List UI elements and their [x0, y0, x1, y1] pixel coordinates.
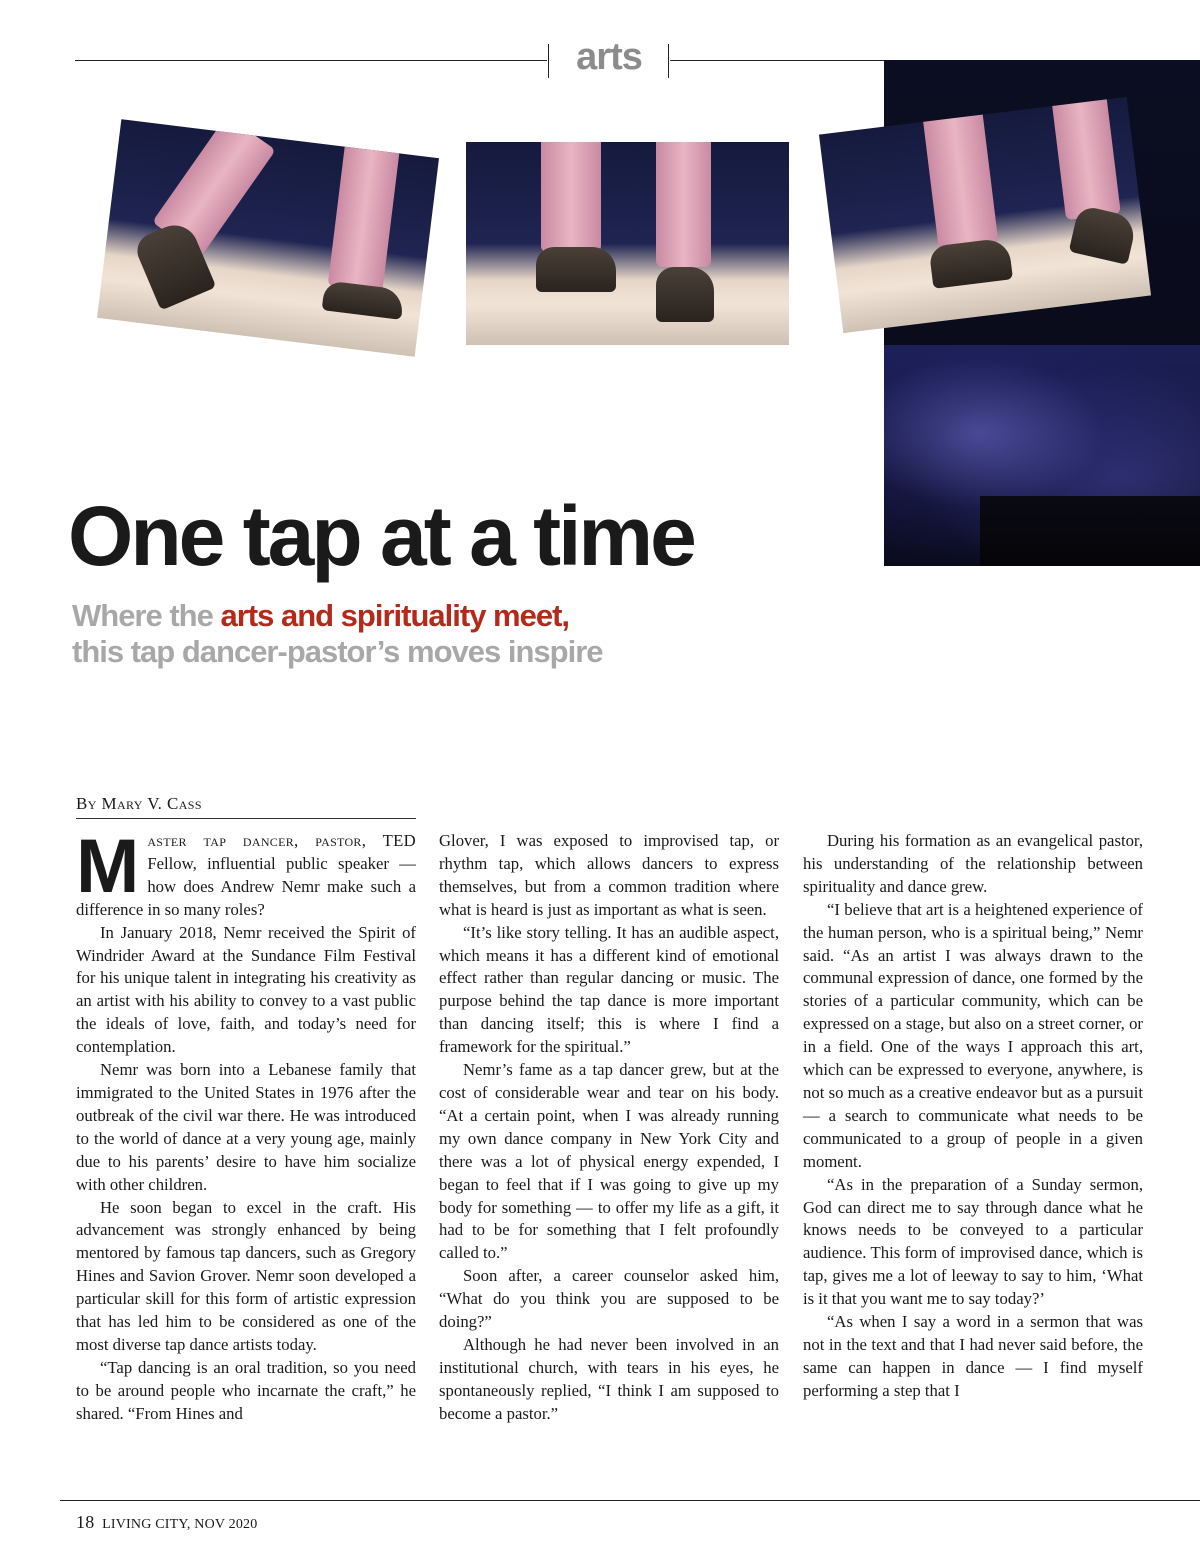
paragraph: Soon after, a career counselor asked him, “What do you think you are supposed to be doing?” [439, 1266, 779, 1332]
dancer-leg [1051, 97, 1121, 220]
paragraph: “I believe that art is a heightened experience of the human person, who is a spiritual being,” Nemr said. “As an artist I was always drawn to the communal expression of dance, one formed by the stories of a particular community, which can be expressed on a stage, but also on a street corner, or in a field. One of the ways I approach this art, which can be expressed to everyone, anywhere, is not so much as a creative endeavor but as a pursuit — a search to communicate what needs to be communicated to a group of people in a given moment. [803, 899, 1143, 1171]
tap-shoe [1069, 205, 1138, 265]
paragraph: “It’s like story telling. It has an audible aspect, which means it has a different kind of emotional effect rather than regular dancing or music. The purpose behind the tap dance is more important than dancing itself; this is where I find a framework for the spiritual.” [439, 922, 779, 1057]
paragraph: During his formation as an evangelical pastor, his understanding of the relationship between spirituality and dance grew. [803, 831, 1143, 896]
dancer-leg [541, 142, 601, 252]
deck-line-2: this tap dancer-pastor’s moves inspire [72, 634, 603, 669]
paragraph: Nemr was born into a Lebanese family that immigrated to the United States in 1976 after the outbreak of the civil war there. He was introduced to the world of dance at a very young age, mainly due to his parents’ desire to have him socialize with other children. [76, 1060, 416, 1194]
section-rule-right [670, 60, 884, 61]
byline-prefix: By [76, 794, 102, 813]
tap-shoe [322, 280, 405, 320]
dancer-leg [656, 142, 711, 267]
article-column-1 [76, 824, 416, 1426]
article-column-2 [439, 830, 779, 1426]
deck-accent: arts and spirituality meet, [220, 598, 570, 633]
section-rule-left [75, 60, 547, 61]
audience-photo [884, 345, 1200, 566]
publication-name: LIVING CITY, NOV 2020 [102, 1517, 258, 1532]
folio [76, 1512, 257, 1533]
paragraph: “As in the preparation of a Sunday sermon, God can direct me to say through dance what he knows needs to be conveyed to a particular audience. This form of improvised dance, which is tap, gives me a lot of leeway to say to him, ‘What is it that you want me to say today?’ [803, 1174, 1143, 1309]
article-column-3 [803, 830, 1143, 1403]
paragraph: He soon began to excel in the craft. His advancement was strongly enhanced by being mentored by famous tap dancers, such as Gregory Hines and Savion Grover. Nemr soon developed a particular skill for this form of artistic expression that has led him to be considered as one of the most diverse tap dance artists today. [76, 1197, 416, 1354]
byline [76, 794, 416, 819]
section-tick-right [668, 44, 669, 78]
paragraph: “As when I say a word in a sermon that was not in the text and that I had never said before, the same can happen in dance — I find myself performing a step that I [803, 1312, 1143, 1400]
stage-floor-shadow [980, 496, 1200, 566]
deck [72, 598, 603, 670]
section-label: arts [576, 36, 642, 78]
tap-shoe [656, 267, 714, 322]
dancer-leg [328, 137, 401, 293]
tap-shoe [536, 247, 616, 292]
paragraph: In January 2018, Nemr received the Spirit of Windrider Award at the Sundance Film Festival for his unique talent in integrating his creativity as an artist with his ability to convey to a vast public the ideals of love, faith, and today’s need for contemplation. [76, 922, 416, 1057]
lead-rest: Fellow, influential public speaker — how does Andrew Nemr make such a difference in so many roles? [76, 853, 416, 919]
headline: One tap at a time [68, 489, 694, 583]
paragraph: Nemr’s fame as a tap dancer grew, but at the cost of considerable wear and tear on his body. “At a certain point, when I was already running my own dance company in New York City and there was a lot of physical energy expended, I began to feel that if I was going to give up my body for something — to offer my life as a gift, it had to be for something that I felt profoundly called to.” [439, 1060, 779, 1263]
paragraph: Although he had never been involved in an institutional church, with tears in his eyes, he spontaneously replied, “I think I am supposed to become a pastor.” [439, 1334, 779, 1423]
paragraph: Glover, I was exposed to improvised tap, or rhythm tap, which allows dancers to express themselves, but from a common tradition where what is heard is just as important as what is seen. [439, 831, 779, 919]
byline-author: Mary V. Cass [101, 794, 202, 813]
footer-rule [60, 1500, 1200, 1501]
drop-cap: M [76, 824, 140, 909]
tap-shoe [928, 237, 1013, 288]
page-number: 18 [76, 1512, 95, 1532]
section-tick-left [548, 44, 549, 78]
dancer-leg [922, 105, 999, 251]
tap-shoes-photo-1 [97, 119, 439, 357]
tap-shoes-photo-2 [466, 142, 789, 345]
deck-lead: Where the [72, 598, 221, 633]
paragraph: “Tap dancing is an oral tradition, so you need to be around people who incarnate the craft,” he shared. “From Hines and [76, 1357, 416, 1423]
lead-paragraph [76, 824, 416, 922]
tap-shoes-photo-3 [819, 97, 1151, 333]
lead-caps: aster tap dancer, pastor, TED [147, 831, 416, 850]
